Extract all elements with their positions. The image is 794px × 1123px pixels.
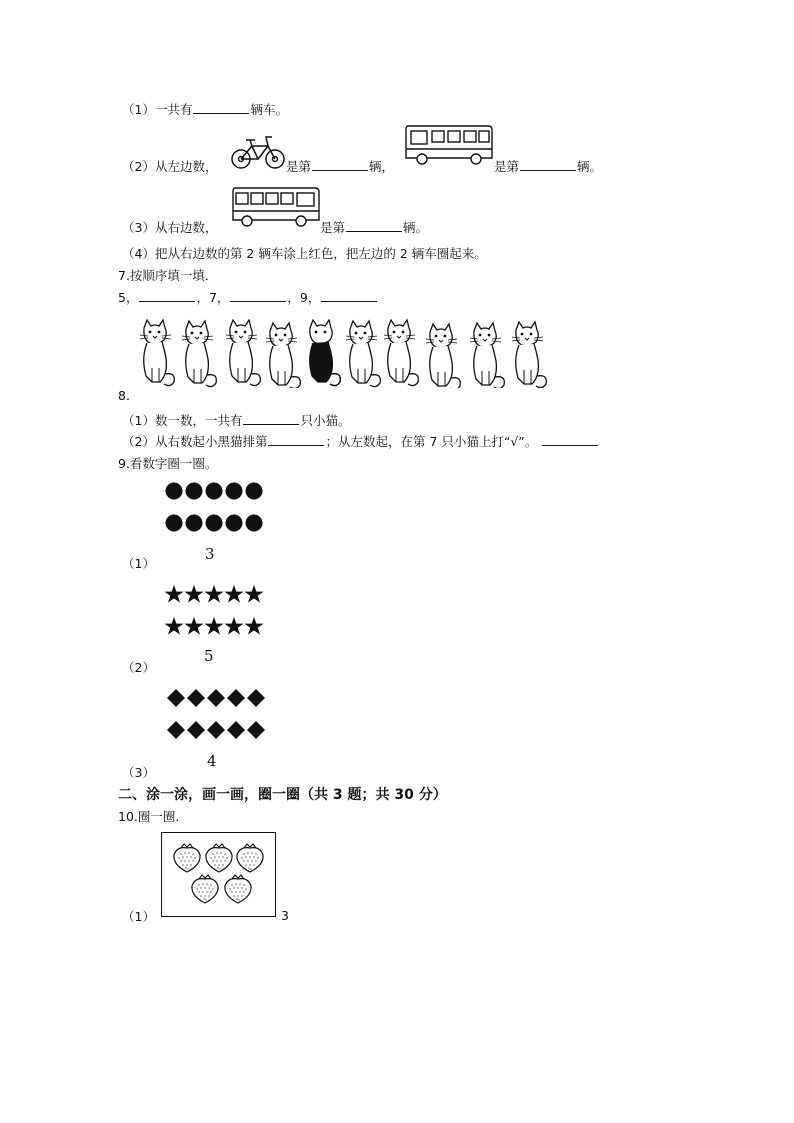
q10-1-number: 3 [281, 908, 289, 923]
answer-blank[interactable] [346, 219, 402, 232]
q6-line2-label: （2）从左边数， [122, 159, 218, 174]
strawberries-box [161, 832, 276, 917]
section-2-heading: 二、涂一涂，画一画，圈一圈（共 3 题；共 30 分） [118, 787, 447, 803]
cats-illustration [136, 316, 554, 388]
q8-line2: （2）从右数起小黑猫排第 ；从左数起，在第 7 只小猫上打“√”。 [122, 432, 599, 450]
q6-line3-part: 是第 辆。 [320, 220, 429, 235]
q9-title: 9.看数字圈一圈。 [118, 456, 218, 471]
answer-blank[interactable] [139, 289, 195, 302]
q6-line2-part2: 是第 辆。 [494, 159, 603, 174]
q8-line1: （1）数一数，一共有 只小猫。 [122, 413, 351, 428]
q6-line4: （4）把从右边数的第 2 辆车涂上红色，把左边的 2 辆车圈起来。 [122, 246, 487, 261]
q9-3-label: （3） [122, 765, 155, 780]
diamonds-group [166, 688, 270, 742]
answer-blank[interactable] [520, 158, 576, 171]
q9-1-number: 3 [205, 545, 215, 563]
answer-blank[interactable] [193, 101, 249, 114]
q8-number: 8. [118, 388, 130, 403]
q6-line3-label: （3）从右边数， [122, 220, 218, 235]
answer-blank[interactable] [243, 412, 299, 425]
answer-blank[interactable] [542, 433, 598, 446]
answer-blank[interactable] [268, 433, 324, 446]
q9-3-number: 4 [207, 752, 217, 770]
stars-group [164, 584, 268, 638]
answer-blank[interactable] [230, 289, 286, 302]
bicycle-icon [230, 132, 286, 170]
answer-blank[interactable] [321, 289, 377, 302]
q9-2-label: （2） [122, 660, 155, 675]
bus-icon [229, 184, 321, 230]
dots-group [164, 481, 268, 535]
answer-blank[interactable] [312, 158, 368, 171]
q10-1-label: （1） [122, 909, 155, 924]
bus-icon [402, 122, 494, 168]
q6-line2-part1: 是第 辆， [286, 159, 395, 174]
q7-sequence: 5， ，7， ，9， [118, 288, 378, 306]
strawberries-illustration [162, 833, 275, 916]
q7-title: 7.按顺序填一填． [118, 268, 218, 283]
q9-2-number: 5 [204, 647, 214, 665]
q9-1-label: （1） [122, 556, 155, 571]
q10-title: 10.圈一圈. [118, 809, 180, 824]
q6-line1: （1）一共有 辆车。 [122, 102, 288, 117]
